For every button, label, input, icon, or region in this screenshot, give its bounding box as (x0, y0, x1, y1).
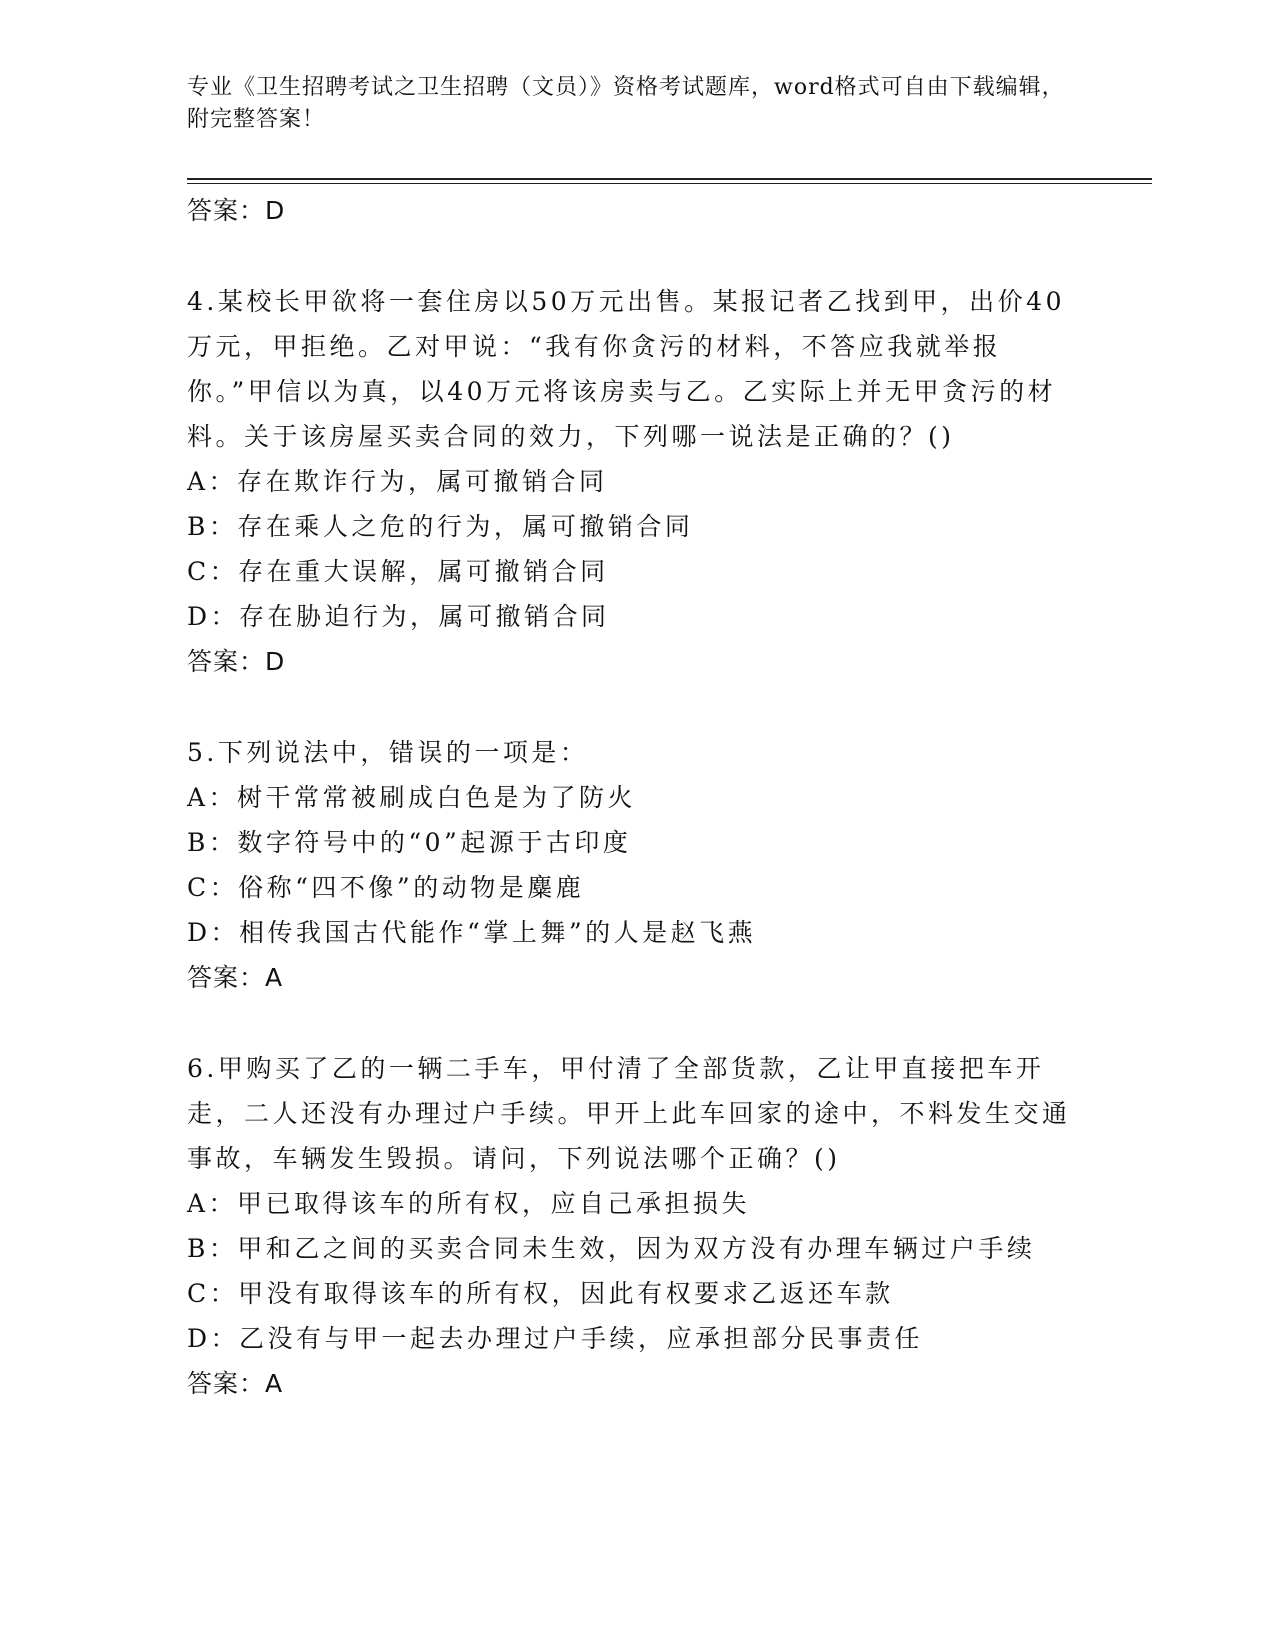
option-c: C：俗称“四不像”的动物是麋鹿 (187, 873, 585, 902)
option-d: D：相传我国古代能作“掌上舞”的人是赵飞燕 (187, 918, 757, 947)
question-list (187, 188, 1087, 1407)
question-stem: 6.甲购买了乙的一辆二手车，甲付清了全部货款，乙让甲直接把车开走，二人还没有办理过户手续。甲开上此车回家的途中，不料发生交通事故，车辆发生毁损。请问，下列说法哪个正确？() (187, 1054, 1071, 1173)
option-c: C：存在重大误解，属可撤销合同 (187, 557, 609, 586)
option-c: C：甲没有取得该车的所有权，因此有权要求乙返还车款 (187, 1279, 894, 1308)
question-stem: 5.下列说法中，错误的一项是： (187, 738, 589, 767)
question-6 (187, 1046, 1087, 1407)
answer-line: 答案：A (187, 963, 284, 992)
answer-line: 答案：D (187, 647, 286, 676)
header-rule-thin (187, 183, 1152, 184)
question-5 (187, 730, 1087, 1001)
option-d: D：存在胁迫行为，属可撤销合同 (187, 602, 610, 631)
header-rule-thick (187, 178, 1152, 180)
option-b: B：存在乘人之危的行为，属可撤销合同 (187, 512, 694, 541)
document-header: 专业《卫生招聘考试之卫生招聘（文员）》资格考试题库，word格式可自由下载编辑，附完整答案！ (187, 75, 1065, 132)
option-b: B：甲和乙之间的买卖合同未生效，因为双方没有办理车辆过户手续 (187, 1234, 1036, 1263)
question-stem: 4.某校长甲欲将一套住房以50万元出售。某报记者乙找到甲，出价40万元，甲拒绝。乙对甲说：“我有你贪污的材料，不答应我就举报你。”甲信以为真，以40万元将该房卖与乙。乙实际上并无甲贪污的材料。关于该房屋买卖合同的效力，下列哪一说法是正确的？() (187, 287, 1065, 451)
option-a: A：树干常常被刷成白色是为了防火 (187, 783, 637, 812)
option-a: A：存在欺诈行为，属可撤销合同 (187, 467, 608, 496)
question-4 (187, 279, 1087, 685)
option-a: A：甲已取得该车的所有权，应自己承担损失 (187, 1189, 751, 1218)
answer-line: 答案：A (187, 1369, 284, 1398)
option-b: B：数字符号中的“0”起源于古印度 (187, 828, 632, 857)
option-d: D：乙没有与甲一起去办理过户手续，应承担部分民事责任 (187, 1324, 924, 1353)
answer-previous: 答案：D (187, 196, 286, 225)
